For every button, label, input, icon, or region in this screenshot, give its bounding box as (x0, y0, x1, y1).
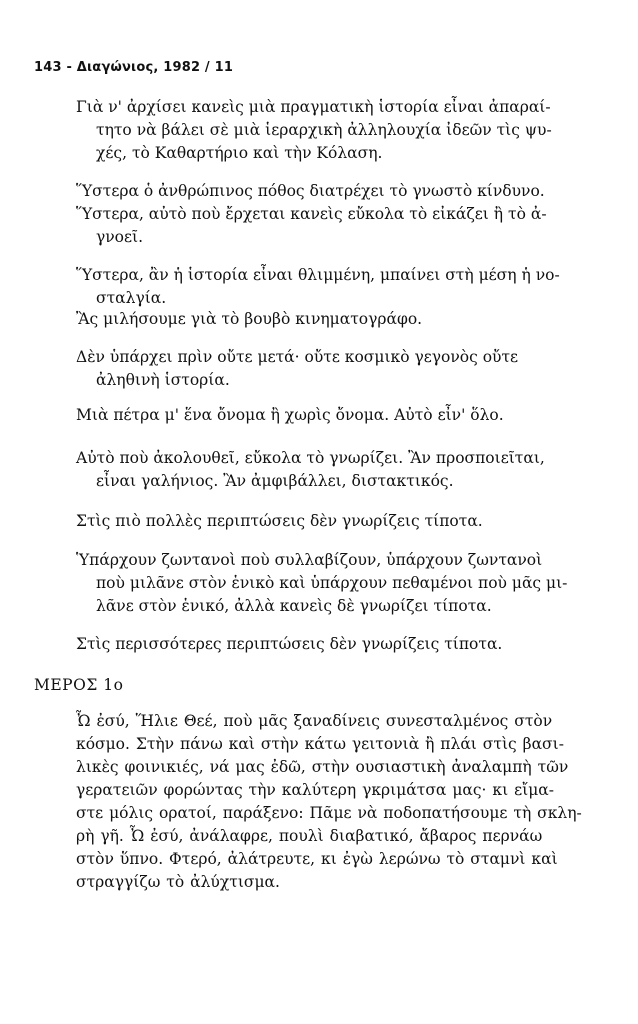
paragraph-line: Ὕστερα, ἂν ἡ ἱστορία εἶναι θλιμμένη, μπαίνει στὴ μέση ἡ νο- (76, 266, 560, 284)
paragraph-8 (76, 447, 616, 493)
paragraph-line: Ὦ ἐσύ, Ἥλιε Θεέ, ποὺ μᾶς ξαναδίνεις συνεσταλμένος στὸν (76, 712, 553, 730)
paragraph-line: Γιὰ ν' ἀρχίσει κανεὶς μιὰ πραγματικὴ ἱστορία εἶναι ἀπαραί- (76, 98, 551, 116)
page-header: 143 - Διαγώνιος, 1982 / 11 (34, 60, 234, 75)
paragraph-line: Μιὰ πέτρα μ' ἕνα ὄνομα ἢ χωρὶς ὄνομα. Αὐτὸ εἶν' ὅλο. (76, 406, 504, 424)
paragraph-2 (76, 180, 616, 203)
paragraph-line: στε μόλις ορατοί, παράξενο: Πᾶμε νὰ ποδοπατήσουμε τὴ σκλη- (76, 804, 582, 822)
paragraph-3 (76, 203, 616, 249)
paragraph-line: λᾶνε στὸν ἑνικό, ἀλλὰ κανεὶς δὲ γνωρίζει τίποτα. (96, 597, 492, 615)
paragraph-5 (76, 308, 616, 331)
paragraph-line: γερατειῶν φορώντας τὴν καλύτερη γκριμάτσα μας· κι εἴμα- (76, 781, 554, 799)
paragraph-4 (76, 264, 616, 310)
paragraph-line: Ἂς μιλήσουμε γιὰ τὸ βουβὸ κινηματογράφο. (76, 310, 423, 328)
paragraph-line: Ὕστερα, αὐτὸ ποὺ ἔρχεται κανεὶς εὔκολα τὸ εἰκάζει ἢ τὸ ἀ- (76, 205, 547, 223)
paragraph-line: στὸν ὕπνο. Φτερό, ἀλάτρευτε, κι ἐγὼ λερώνω τὸ σταμνὶ καὶ (76, 850, 558, 868)
paragraph-line: ρὴ γῆ. Ὦ ἐσύ, ἀνάλαφρε, πουλὶ διαβατικό, ἄβαρος περνάω (76, 827, 543, 845)
paragraph-line: εἶναι γαλήνιος. Ἂν ἀμφιβάλλει, διστακτικός. (96, 472, 454, 490)
paragraph-line: Δὲν ὑπάρχει πρὶν οὔτε μετά· οὔτε κοσμικὸ γεγονὸς οὔτε (76, 348, 519, 366)
paragraph-line: ἀληθινὴ ἱστορία. (96, 371, 230, 389)
paragraph-line: ποὺ μιλᾶνε στὸν ἑνικὸ καὶ ὑπάρχουν πεθαμένοι ποὺ μᾶς μι- (96, 574, 568, 592)
paragraph-line: χές, τὸ Καθαρτήριο καὶ τὴν Κόλαση. (96, 144, 383, 162)
paragraph-line: σταλγία. (96, 289, 167, 307)
paragraph-line: λικὲς φοινικιές, νά μας ἐδῶ, στὴν ουσιαστικὴ ἀναλαμπὴ τῶν (76, 758, 569, 776)
paragraph-line: Αὐτὸ ποὺ ἀκολουθεῖ, εὔκολα τὸ γνωρίζει. Ἂν προσποιεῖται, (76, 449, 545, 467)
paragraph-9 (76, 510, 616, 533)
section-paragraph (76, 710, 616, 894)
paragraph-line: γνοεῖ. (96, 228, 144, 246)
paragraph-7 (76, 404, 616, 427)
paragraph-1 (76, 96, 616, 165)
paragraph-11 (76, 633, 616, 656)
paragraph-line: τητο νὰ βάλει σὲ μιὰ ἱεραρχικὴ ἀλληλουχία ἰδεῶν τὶς ψυ- (96, 121, 552, 139)
paragraph-line: Στὶς περισσότερες περιπτώσεις δὲν γνωρίζεις τίποτα. (76, 635, 503, 653)
paragraph-line: Στὶς πιὸ πολλὲς περιπτώσεις δὲν γνωρίζεις τίποτα. (76, 512, 483, 530)
paragraph-line: στραγγίζω τὸ ἀλύχτισμα. (76, 873, 280, 891)
paragraph-10 (76, 549, 616, 618)
paragraph-line: Ὑπάρχουν ζωντανοὶ ποὺ συλλαβίζουν, ὑπάρχουν ζωντανοὶ (76, 551, 543, 569)
paragraph-line: κόσμο. Στὴν πάνω καὶ στὴν κάτω γειτονιὰ ἢ πλάι στὶς βασι- (76, 735, 564, 753)
paragraph-6 (76, 346, 616, 392)
section-title: ΜΕΡΟΣ 1ο (34, 676, 124, 694)
paragraph-line: Ὕστερα ὁ ἀνθρώπινος πόθος διατρέχει τὸ γνωστὸ κίνδυνο. (76, 182, 545, 200)
